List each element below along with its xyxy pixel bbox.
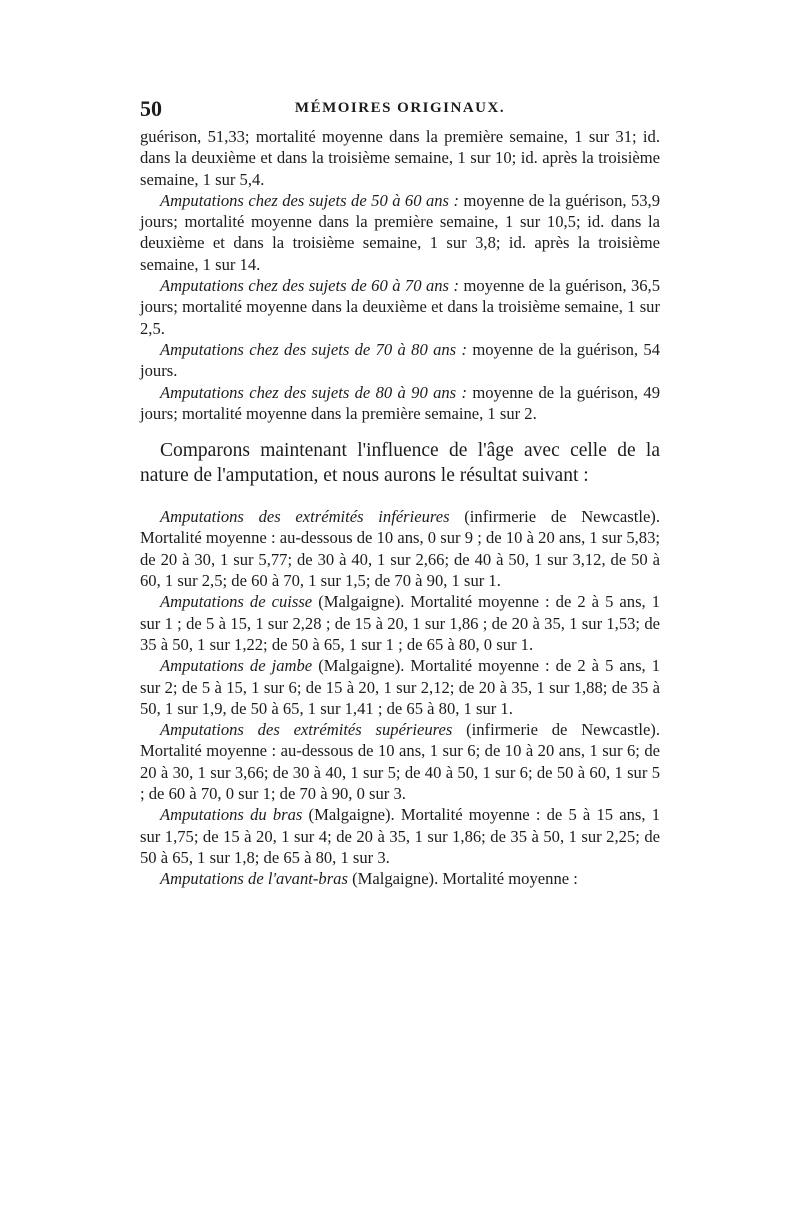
- paragraph-text: guérison, 51,33; mortalité moyenne dans la première semaine, 1 sur 31; id. dans la deuxième et dans la troisième semaine, 1 sur 10; id. après la troisième semaine, 1 sur 5,4.: [140, 127, 660, 189]
- paragraph-text: (Malgaigne). Mortalité moyenne : de 2 à 5 ans, 1 sur 1 ; de 5 à 15, 1 sur 2,28 ; de 15 à 20, 1 sur 1,86 ; de 20 à 35, 1 sur 1,53; de 35 à 50, 1 sur 1,22; de 50 à 65, 1 sur 1 ; de 65 à 80, 0 sur 1.: [140, 592, 661, 654]
- paragraph-thigh: [140, 591, 660, 655]
- paragraph-text: moyenne de la guérison, 36,5 jours; mortalité moyenne dans la deuxième et dans la troisième semaine, 1 sur 2,5.: [140, 276, 661, 338]
- paragraph-text: (infirmerie de Newcastle). Mortalité moyenne : au-dessous de 10 ans, 1 sur 6; de 10 à 20 ans, 1 sur 6; de 20 à 30, 1 sur 3,66; de 30 à 40, 1 sur 5; de 40 à 50, 1 sur 6; de 50 à 60, 1 sur 5 ; de 60 à 70, 0 sur 1; de 70 à 90, 0 sur 3.: [140, 720, 660, 804]
- paragraph-age-70-80: [140, 339, 660, 382]
- paragraph-text: Comparons maintenant l'influence de l'âge avec celle de la nature de l'amputation, et nous aurons le résultat suivant :: [140, 440, 660, 487]
- paragraph-lead: Amputations du bras: [160, 805, 303, 825]
- paragraph-lower-extremities: [140, 506, 660, 591]
- paragraph-comparison: [140, 438, 660, 488]
- paragraph-leg: [140, 655, 660, 719]
- paragraph-lead: Amputations de jambe: [160, 656, 313, 676]
- paragraph-continuation: [140, 126, 660, 190]
- paragraph-forearm: [140, 868, 660, 889]
- running-head: MÉMOIRES ORIGINAUX.: [294, 100, 506, 116]
- paragraph-text: moyenne de la guérison, 54 jours.: [140, 339, 661, 381]
- paragraph-text: (Malgaigne). Mortalité moyenne : de 5 à 15 ans, 1 sur 1,75; de 15 à 20, 1 sur 4; de 20 à 35, 1 sur 1,86; de 35 à 50, 1 sur 2,25; de 50 à 65, 1 sur 1,8; de 65 à 80, 1 sur 3.: [140, 805, 660, 867]
- paragraph-text: (infirmerie de Newcastle). Mortalité moyenne : au-dessous de 10 ans, 0 sur 9 ; de 10 à 20 ans, 1 sur 5,83; de 20 à 30, 1 sur 5,77; de 30 à 40, 1 sur 2,66; de 40 à 50, 1 sur 3,12, de 50 à 60, 1 sur 2,5; de 60 à 70, 1 sur 1,5; de 70 à 90, 1 sur 1.: [140, 507, 660, 591]
- paragraph-lead: Amputations chez des sujets de 60 à 70 ans :: [160, 276, 459, 296]
- paragraph-text: (Malgaigne). Mortalité moyenne :: [347, 869, 578, 889]
- paragraph-text: moyenne de la guérison, 53,9 jours; mortalité moyenne dans la première semaine, 1 sur 10,5; id. dans la deuxième et dans la troisième semaine, 1 sur 3,8; id. après la troisième semaine, 1 sur 14.: [140, 190, 661, 274]
- paragraph-lead: Amputations des extrémités supérieures: [160, 720, 453, 740]
- paragraph-text: (Malgaigne). Mortalité moyenne : de 2 à 5 ans, 1 sur 2; de 5 à 15, 1 sur 6; de 15 à 20, 1 sur 2,12; de 20 à 35, 1 sur 1,88; de 35 à 50, 1 sur 1,9, de 50 à 65, 1 sur 1,41 ; de 65 à 80, 1 sur 1.: [140, 656, 661, 718]
- body-text: [140, 126, 660, 890]
- paragraph-lead: Amputations des extrémités inférieures: [160, 507, 450, 527]
- paragraph-upper-extremities: [140, 719, 660, 804]
- paragraph-age-50-60: [140, 190, 660, 275]
- paragraph-lead: Amputations chez des sujets de 70 à 80 ans :: [160, 339, 467, 359]
- paragraph-lead: Amputations chez des sujets de 50 à 60 ans :: [160, 190, 459, 210]
- paragraph-text: moyenne de la guérison, 49 jours; mortalité moyenne dans la première semaine, 1 sur 2.: [140, 382, 661, 423]
- paragraph-age-60-70: [140, 275, 660, 339]
- page-header: [140, 96, 660, 120]
- page-number: 50: [140, 96, 162, 121]
- paragraph-arm: [140, 804, 660, 868]
- paragraph-lead: Amputations de l'avant-bras: [160, 869, 348, 889]
- paragraph-age-80-90: [140, 382, 660, 425]
- paragraph-lead: Amputations chez des sujets de 80 à 90 ans :: [160, 382, 467, 402]
- paragraph-lead: Amputations de cuisse: [160, 592, 313, 612]
